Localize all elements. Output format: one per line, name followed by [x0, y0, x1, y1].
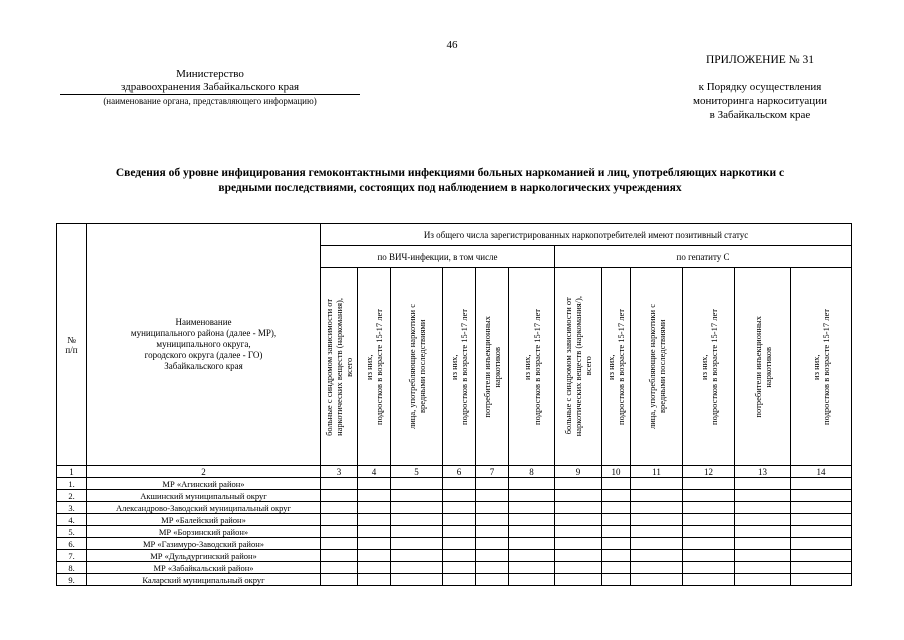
data-cell: [391, 502, 443, 514]
data-cell: [631, 550, 683, 562]
data-cell: [358, 502, 391, 514]
ministry-block: [60, 68, 360, 107]
column-header-4: [358, 268, 391, 466]
data-cell: [443, 490, 476, 502]
row-number: 1.: [57, 478, 87, 490]
data-cell: [509, 490, 555, 502]
table-row: [57, 502, 852, 514]
row-number: 5.: [57, 526, 87, 538]
column-number-cell: 8: [509, 466, 555, 478]
data-cell: [791, 514, 852, 526]
data-cell: [509, 502, 555, 514]
data-cell: [391, 550, 443, 562]
row-district-name: Александрово-Заводский муниципальный округ: [87, 502, 321, 514]
column-header-7: [476, 268, 509, 466]
column-header-text: из них, подростков в возрасте 15-17 лет: [811, 308, 832, 425]
data-cell: [476, 526, 509, 538]
data-cell: [476, 514, 509, 526]
data-cell: [509, 478, 555, 490]
page-number: 46: [446, 39, 458, 51]
column-number-cell: 3: [321, 466, 358, 478]
row-number: 4.: [57, 514, 87, 526]
data-cell: [443, 574, 476, 586]
data-cell: [791, 526, 852, 538]
data-cell: [358, 550, 391, 562]
column-header-14: [791, 268, 852, 466]
data-cell: [321, 574, 358, 586]
column-header-text: из них, подростков в возрасте 15-17 лет: [698, 308, 719, 425]
data-cell: [683, 514, 735, 526]
data-cell: [602, 526, 631, 538]
data-cell: [358, 526, 391, 538]
title-line2: вредными последствиями, состоящих под наблюдением в наркологических учреждениях: [218, 182, 682, 194]
table-row: [57, 538, 852, 550]
data-cell: [791, 502, 852, 514]
table-row: [57, 574, 852, 586]
data-cell: [791, 490, 852, 502]
column-number-cell: 14: [791, 466, 852, 478]
data-cell: [735, 478, 791, 490]
data-cell: [683, 490, 735, 502]
data-cell: [555, 514, 602, 526]
data-cell: [358, 478, 391, 490]
data-cell: [735, 526, 791, 538]
data-cell: [509, 538, 555, 550]
column-number-cell: 9: [555, 466, 602, 478]
data-cell: [555, 502, 602, 514]
data-cell: [476, 574, 509, 586]
data-cell: [509, 574, 555, 586]
data-cell: [555, 562, 602, 574]
data-cell: [391, 562, 443, 574]
data-cell: [391, 514, 443, 526]
column-header-text: из них, подростков в возрасте 15-17 лет: [606, 308, 626, 425]
data-cell: [602, 502, 631, 514]
data-cell: [735, 562, 791, 574]
data-cell: [476, 478, 509, 490]
data-cell: [443, 550, 476, 562]
row-district-name: МР «Забайкальский район»: [87, 562, 321, 574]
data-cell: [602, 514, 631, 526]
column-header-text: потребители инъекционных наркотиков: [482, 315, 502, 418]
data-cell: [683, 574, 735, 586]
data-cell: [321, 526, 358, 538]
row-number: 3.: [57, 502, 87, 514]
table-row: [57, 514, 852, 526]
data-cell: [321, 538, 358, 550]
row-district-name: МР «Дульдургинский район»: [87, 550, 321, 562]
data-cell: [555, 478, 602, 490]
column-header-6: [443, 268, 476, 466]
data-cell: [555, 574, 602, 586]
column-header-11: [631, 268, 683, 466]
data-cell: [509, 562, 555, 574]
data-cell: [735, 490, 791, 502]
column-header-text: лица, употребляющие наркотики с вредными последствиями: [406, 304, 427, 429]
data-cell: [602, 490, 631, 502]
ministry-line1: Министерство: [176, 68, 244, 80]
column-header-text: из них, подростков в возрасте 15-17 лет: [364, 308, 384, 425]
data-cell: [476, 538, 509, 550]
data-cell: [555, 526, 602, 538]
header-group-hepatitis: по гепатиту С: [555, 246, 852, 268]
row-district-name: МР «Агинский район»: [87, 478, 321, 490]
column-number-cell: 5: [391, 466, 443, 478]
column-number-cell: 12: [683, 466, 735, 478]
data-cell: [683, 550, 735, 562]
ministry-line2: здравоохранения Забайкальского края: [60, 81, 360, 95]
data-cell: [631, 502, 683, 514]
data-cell: [509, 526, 555, 538]
table-row: [57, 562, 852, 574]
column-header-3: [321, 268, 358, 466]
data-cell: [683, 562, 735, 574]
data-cell: [509, 514, 555, 526]
column-header-text: больные с синдромом зависимости от наркотических веществ (наркомания/), всего: [563, 296, 593, 437]
column-header-12: [683, 268, 735, 466]
data-cell: [791, 478, 852, 490]
row-district-name: МР «Балейский район»: [87, 514, 321, 526]
data-cell: [358, 562, 391, 574]
column-header-5: [391, 268, 443, 466]
column-numbers-row: [57, 466, 852, 478]
header-name: Наименование муниципального района (далее - МР), муниципального округа, городского округа (далее - ГО) Забайкальского края: [87, 224, 321, 466]
data-cell: [476, 562, 509, 574]
title-line1: Сведения об уровне инфицирования гемоконтактными инфекциями больных наркоманией и лиц, употребляющих наркотики с: [115, 167, 785, 179]
data-cell: [443, 502, 476, 514]
data-cell: [391, 538, 443, 550]
column-header-text: лица, употребляющие наркотики с вредными последствиями: [646, 304, 667, 429]
data-cell: [443, 538, 476, 550]
data-cell: [631, 514, 683, 526]
data-cell: [509, 550, 555, 562]
column-header-text: больные с синдромом зависимости от наркотических веществ (наркомания), всего: [324, 297, 354, 436]
row-district-name: МР «Газимуро-Заводский район»: [87, 538, 321, 550]
data-cell: [555, 490, 602, 502]
data-cell: [683, 478, 735, 490]
data-cell: [321, 478, 358, 490]
order-line3: в Забайкальском крае: [709, 109, 811, 121]
data-cell: [358, 514, 391, 526]
data-cell: [321, 514, 358, 526]
header-positive-status: Из общего числа зарегистрированных наркопотребителей имеют позитивный статус: [321, 224, 852, 246]
data-cell: [631, 526, 683, 538]
data-cell: [735, 550, 791, 562]
data-cell: [476, 490, 509, 502]
data-cell: [358, 538, 391, 550]
column-header-text: из них, подростков в возрасте 15-17 лет: [449, 308, 469, 425]
column-number-cell: 13: [735, 466, 791, 478]
column-number-cell: 7: [476, 466, 509, 478]
data-cell: [443, 526, 476, 538]
column-number-cell: 4: [358, 466, 391, 478]
column-number-cell: 2: [87, 466, 321, 478]
data-cell: [321, 562, 358, 574]
data-cell: [321, 550, 358, 562]
data-cell: [791, 538, 852, 550]
column-number-cell: 6: [443, 466, 476, 478]
table-row: [57, 550, 852, 562]
data-cell: [735, 538, 791, 550]
data-cell: [443, 562, 476, 574]
row-district-name: Акшинский муниципальный округ: [87, 490, 321, 502]
table-row: [57, 526, 852, 538]
document-title: [60, 166, 840, 196]
column-header-13: [735, 268, 791, 466]
data-cell: [602, 538, 631, 550]
column-header-text: из них, подростков в возрасте 15-17 лет: [521, 308, 542, 425]
data-cell: [683, 502, 735, 514]
header-np: № п/п: [57, 224, 87, 466]
column-header-text: потребители инъекционных наркотиков: [752, 315, 773, 418]
column-header-8: [509, 268, 555, 466]
column-number-cell: 1: [57, 466, 87, 478]
data-cell: [631, 562, 683, 574]
data-cell: [555, 550, 602, 562]
data-cell: [391, 478, 443, 490]
table-row: [57, 490, 852, 502]
appendix-label: ПРИЛОЖЕНИЕ № 31: [705, 54, 814, 66]
data-cell: [391, 526, 443, 538]
data-cell: [602, 562, 631, 574]
row-number: 9.: [57, 574, 87, 586]
data-cell: [321, 502, 358, 514]
order-line1: к Порядку осуществления: [698, 81, 822, 93]
data-cell: [602, 574, 631, 586]
row-number: 6.: [57, 538, 87, 550]
order-line2: мониторинга наркоситуации: [693, 95, 827, 107]
data-cell: [602, 550, 631, 562]
data-cell: [476, 502, 509, 514]
column-number-cell: 10: [602, 466, 631, 478]
data-cell: [391, 574, 443, 586]
data-cell: [631, 478, 683, 490]
row-number: 2.: [57, 490, 87, 502]
order-reference: [660, 80, 860, 122]
data-cell: [735, 502, 791, 514]
data-cell: [735, 574, 791, 586]
data-cell: [476, 550, 509, 562]
data-cell: [358, 490, 391, 502]
row-district-name: МР «Борзинский район»: [87, 526, 321, 538]
data-cell: [791, 550, 852, 562]
data-cell: [321, 490, 358, 502]
data-cell: [631, 538, 683, 550]
data-cell: [602, 478, 631, 490]
data-cell: [358, 574, 391, 586]
data-cell: [735, 514, 791, 526]
data-cell: [791, 574, 852, 586]
row-number: 8.: [57, 562, 87, 574]
column-header-10: [602, 268, 631, 466]
data-cell: [631, 490, 683, 502]
column-number-cell: 11: [631, 466, 683, 478]
column-header-9: [555, 268, 602, 466]
data-cell: [683, 538, 735, 550]
data-cell: [443, 514, 476, 526]
data-cell: [443, 478, 476, 490]
ministry-caption: (наименование органа, представляющего информацию): [103, 96, 317, 106]
row-number: 7.: [57, 550, 87, 562]
header-group-hiv: по ВИЧ-инфекции, в том числе: [321, 246, 555, 268]
data-cell: [555, 538, 602, 550]
table-row: [57, 478, 852, 490]
header-row-top: [57, 224, 852, 246]
data-cell: [631, 574, 683, 586]
data-cell: [791, 562, 852, 574]
row-district-name: Каларский муниципальный округ: [87, 574, 321, 586]
data-cell: [391, 490, 443, 502]
data-cell: [683, 526, 735, 538]
data-table: [56, 223, 852, 586]
